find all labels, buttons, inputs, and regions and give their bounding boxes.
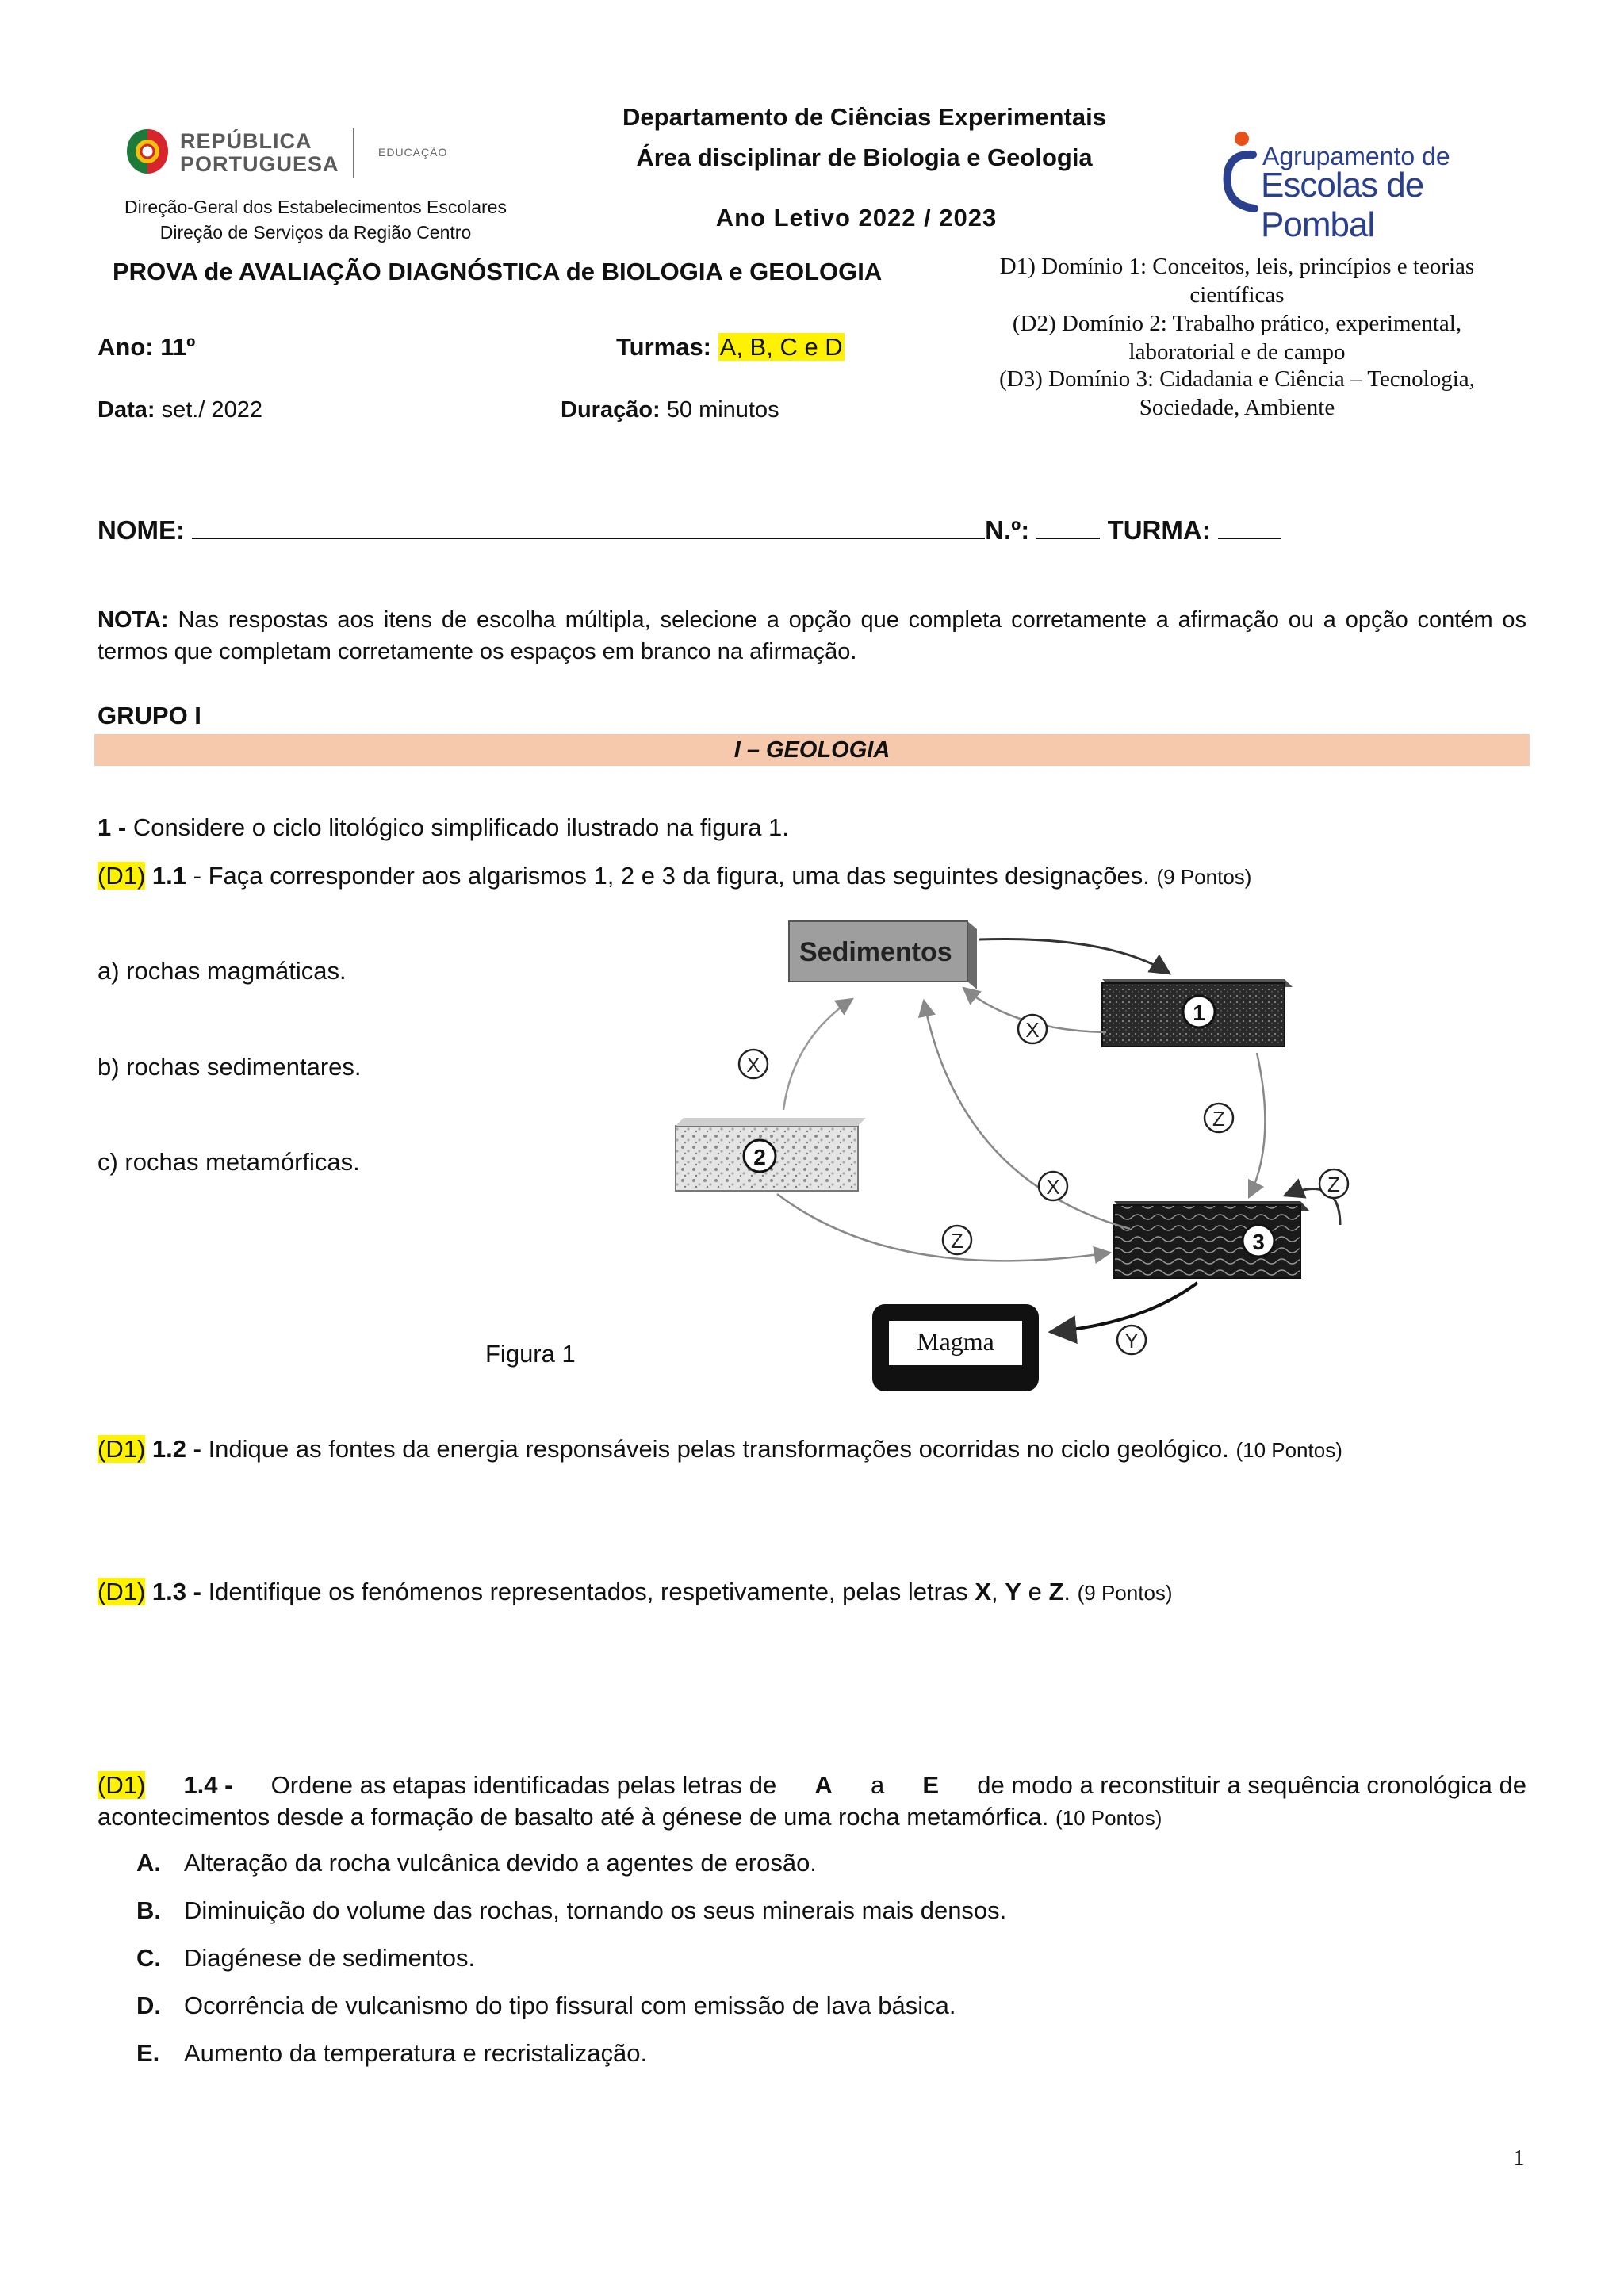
magma-block	[872, 1304, 1039, 1391]
q12-domain-tag: (D1)	[98, 1435, 146, 1463]
step-e-text: Aumento da temperatura e recristalização.	[184, 2039, 648, 2067]
name-label: NOME:	[98, 515, 185, 545]
rock-2-block	[676, 1118, 866, 1191]
q11-domain-tag: (D1)	[98, 862, 146, 890]
directorate-line-2: Direção de Serviços da Região Centro	[159, 222, 472, 243]
q13-end: .	[1063, 1578, 1071, 1605]
rock-2-number: 2	[753, 1145, 766, 1169]
sediments-block	[789, 921, 977, 989]
label-x-2-text: X	[746, 1053, 760, 1077]
date-value: set./ 2022	[161, 397, 262, 423]
q13-points: (9 Pontos)	[1077, 1581, 1173, 1605]
rock-1-number: 1	[1193, 1001, 1205, 1025]
q12-points: (10 Pontos)	[1235, 1438, 1342, 1462]
label-z-1	[1205, 1104, 1233, 1132]
class-label: TURMA:	[1107, 515, 1211, 545]
step-a	[136, 1847, 817, 1879]
step-c	[136, 1942, 475, 1974]
year-value: 11º	[160, 333, 196, 361]
rock-3-number: 3	[1252, 1230, 1265, 1254]
q14-line-2-text: acontecimentos desde a formação de basalto até à génese de uma rocha metamórfica.	[98, 1803, 1049, 1831]
pombal-emblem-icon	[1221, 131, 1261, 213]
step-e	[136, 2038, 647, 2069]
q14-letter-e: E	[922, 1771, 940, 1799]
q11-number: 1.1	[151, 862, 187, 890]
q14-letter-a: A	[814, 1771, 833, 1799]
label-z-1-text: Z	[1212, 1107, 1225, 1131]
school-year: Ano Letivo 2022 / 2023	[715, 204, 998, 232]
directorate-line-1: Direção-Geral dos Estabelecimentos Escolares	[124, 197, 507, 217]
group-title: GRUPO I	[98, 702, 201, 729]
department-title: Departamento de Ciências Experimentais	[622, 103, 1106, 131]
label-z-2	[1320, 1169, 1348, 1198]
sediments-label: Sedimentos	[799, 937, 952, 967]
question-1-2	[98, 1433, 1342, 1466]
q14-points: (10 Pontos)	[1055, 1806, 1162, 1830]
logo-divider	[353, 128, 354, 178]
step-a-text: Alteração da rocha vulcânica devido a agentes de erosão.	[184, 1849, 817, 1877]
classes-value: A, B, C e D	[719, 333, 843, 361]
label-x-1-text: X	[1025, 1018, 1040, 1042]
q14-line-1	[98, 1770, 1526, 1801]
classes-row	[616, 333, 845, 362]
q13-sep: ,	[991, 1578, 998, 1605]
rock-3-block	[1114, 1201, 1310, 1278]
q14-mid: a	[870, 1771, 885, 1799]
group-bar	[94, 734, 1530, 766]
logo-line-2: PORTUGUESA	[180, 152, 339, 176]
rock-1-block	[1102, 979, 1293, 1047]
label-x-2	[739, 1050, 768, 1078]
label-z-2-text: Z	[1327, 1173, 1340, 1196]
q12-number: 1.2 -	[151, 1435, 201, 1463]
q14-part-1	[98, 1770, 145, 1801]
question-1-1	[98, 860, 1251, 893]
exam-title: PROVA de AVALIAÇÃO DIAGNÓSTICA de BIOLOGIA e GEOLOGIA	[113, 258, 883, 285]
label-x-3	[1039, 1172, 1067, 1200]
question-1	[98, 812, 789, 844]
q13-letter-x: X	[975, 1578, 991, 1605]
pombal-line-1: Agrupamento de	[1262, 142, 1450, 170]
number-label: N.º:	[985, 515, 1030, 545]
q11-text: - Faça corresponder aos algarismos 1, 2 e 3 da figura, uma das seguintes designações.	[193, 862, 1150, 890]
q1-number: 1 -	[98, 813, 127, 841]
question-1-4	[98, 1770, 1526, 1834]
date-row	[98, 397, 262, 423]
note-paragraph	[98, 604, 1526, 668]
step-b	[136, 1895, 1006, 1927]
coat-of-arms-icon	[123, 127, 172, 176]
option-a: a) rochas magmáticas.	[98, 957, 347, 985]
group-bar-label: I – GEOLOGIA	[733, 737, 891, 763]
step-e-letter: E.	[136, 2039, 160, 2067]
q1-text: Considere o ciclo litológico simplificado ilustrado na figura 1.	[132, 813, 789, 841]
q13-letter-z: Z	[1048, 1578, 1064, 1605]
name-field[interactable]	[192, 515, 985, 539]
step-c-letter: C.	[136, 1944, 161, 1972]
q13-and: e	[1028, 1578, 1042, 1605]
option-b: b) rochas sedimentares.	[98, 1053, 362, 1081]
duration-value: 50 minutos	[666, 397, 779, 423]
figure-caption: Figura 1	[485, 1340, 576, 1368]
step-d-letter: D.	[136, 1992, 161, 2019]
step-d	[136, 1990, 956, 2022]
logo-side-label: EDUCAÇÃO	[378, 146, 448, 159]
q13-letter-y: Y	[1005, 1578, 1021, 1605]
q14-text-b: de modo a reconstituir a sequência cronológica de	[977, 1771, 1526, 1799]
label-z-3	[943, 1226, 971, 1254]
q14-line-2	[98, 1801, 1526, 1834]
duration-row	[561, 397, 779, 423]
logo-line-1: REPÚBLICA	[180, 129, 312, 153]
label-y	[1117, 1326, 1146, 1354]
q12-text: Indique as fontes da energia responsáveis pelas transformações ocorridas no ciclo geológico.	[208, 1435, 1229, 1463]
date-label: Data:	[98, 397, 155, 423]
pombal-line-2: Escolas de Pombal	[1261, 166, 1424, 244]
step-b-letter: B.	[136, 1896, 161, 1924]
question-1-3	[98, 1576, 1173, 1609]
note-label: NOTA:	[98, 607, 169, 633]
step-d-text: Ocorrência de vulcanismo do tipo fissural com emissão de lava básica.	[184, 1992, 956, 2019]
student-row	[98, 515, 1281, 545]
number-field[interactable]	[1036, 515, 1100, 539]
label-x-3-text: X	[1046, 1175, 1060, 1199]
area-title: Área disciplinar de Biologia e Geologia	[636, 144, 1093, 171]
step-b-text: Diminuição do volume das rochas, tornando os seus minerais mais densos.	[184, 1896, 1007, 1924]
label-x-1	[1018, 1015, 1047, 1043]
rock-cycle-figure	[658, 912, 1372, 1403]
year-row	[98, 333, 195, 362]
q11-points: (9 Pontos)	[1156, 865, 1252, 889]
republica-portuguesa-logo	[123, 127, 456, 182]
domain-2: (D2) Domínio 2: Trabalho prático, experimental, laboratorial e de campo	[1012, 311, 1462, 365]
label-y-text: Y	[1124, 1329, 1139, 1353]
q14-domain-tag: (D1)	[98, 1771, 146, 1799]
year-label: Ano:	[98, 333, 154, 361]
step-c-text: Diagénese de sedimentos.	[184, 1944, 476, 1972]
q13-number: 1.3 -	[151, 1578, 201, 1605]
page-number: 1	[1513, 2145, 1525, 2171]
magma-label: Magma	[917, 1327, 994, 1356]
q14-text-a: Ordene as etapas identificadas pelas letras de	[270, 1771, 777, 1799]
domain-3: (D3) Domínio 3: Cidadania e Ciência – Tecnologia, Sociedade, Ambiente	[999, 366, 1475, 420]
duration-label: Duração:	[561, 397, 661, 423]
q13-domain-tag: (D1)	[98, 1578, 146, 1605]
option-c: c) rochas metamórficas.	[98, 1148, 360, 1176]
label-z-3-text: Z	[951, 1229, 963, 1253]
step-a-letter: A.	[136, 1849, 161, 1877]
classes-label: Turmas:	[616, 333, 712, 361]
class-field[interactable]	[1218, 515, 1281, 539]
agrupamento-pombal-logo	[1221, 131, 1491, 244]
note-text: Nas respostas aos itens de escolha múltipla, selecione a opção que completa corretamente a afirmação ou a opção contém os termos que completam corretamente os espaços em branco na afirmação.	[98, 607, 1527, 664]
q14-number: 1.4 -	[183, 1771, 233, 1799]
domain-1: D1) Domínio 1: Conceitos, leis, princípios e teorias científicas	[999, 254, 1475, 308]
q13-text: Identifique os fenómenos representados, respetivamente, pelas letras	[208, 1578, 968, 1605]
